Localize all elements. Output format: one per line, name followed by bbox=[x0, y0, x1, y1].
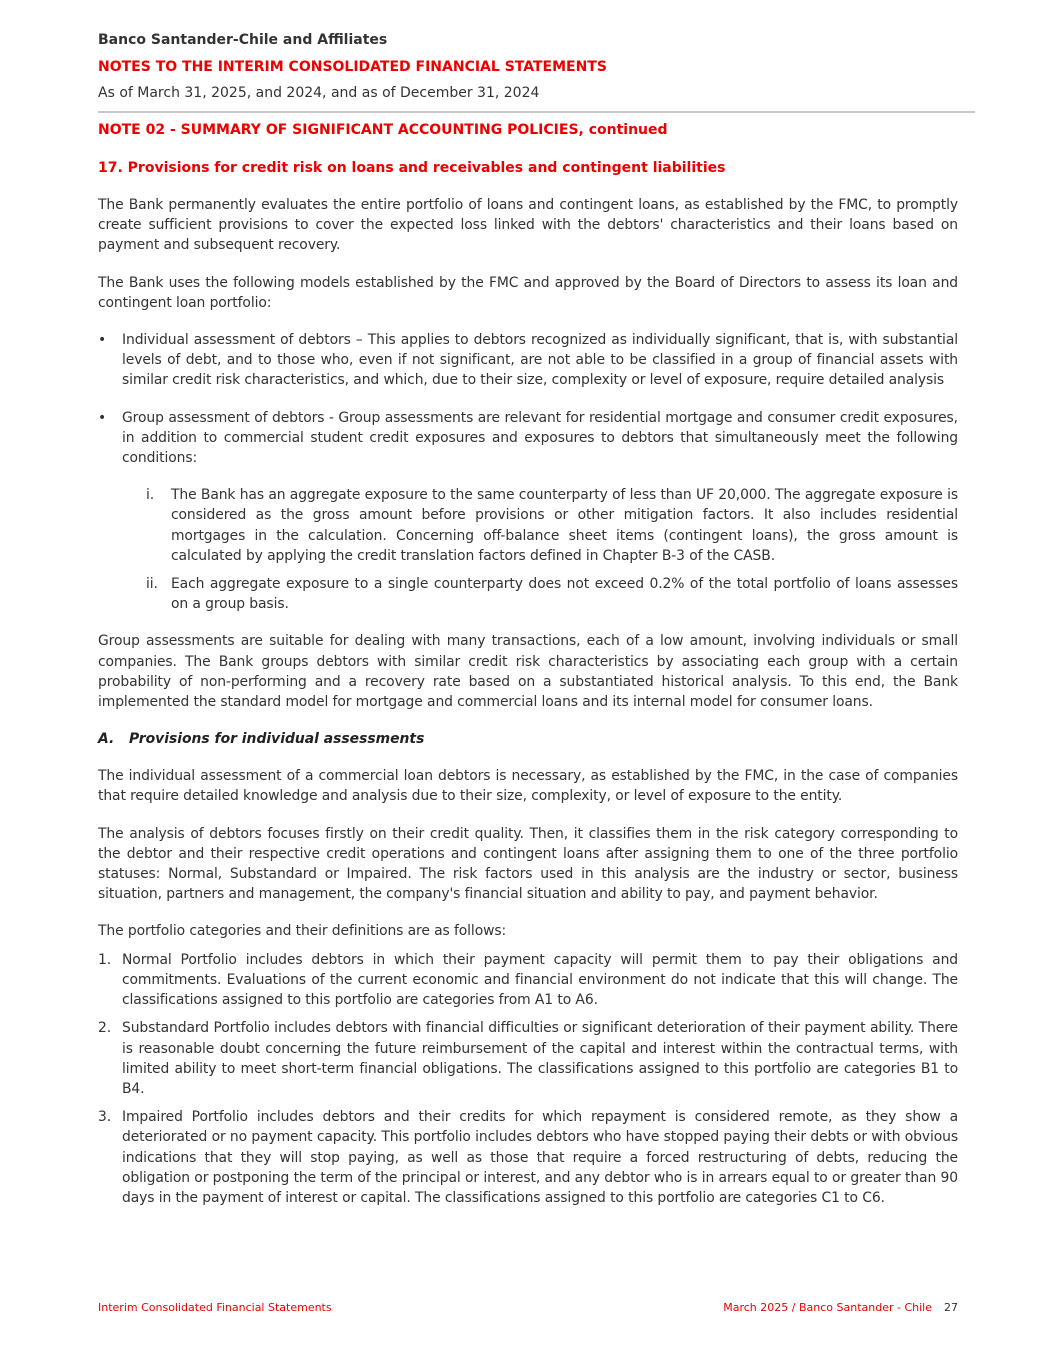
footer-title: Interim Consolidated Financial Statements bbox=[98, 1301, 332, 1314]
roman-marker: ii. bbox=[146, 576, 158, 593]
paragraph: The Bank uses the following models established by the FMC and approved by the Board of Directors to assess its loan and contingent loan portfolio: bbox=[98, 274, 958, 311]
notes-title: NOTES TO THE INTERIM CONSOLIDATED FINANCIAL STATEMENTS bbox=[98, 59, 607, 75]
bullet-marker: • bbox=[98, 332, 107, 349]
subsection-title: Provisions for individual assessments bbox=[129, 731, 425, 748]
paragraph: The portfolio categories and their definitions are as follows: bbox=[98, 923, 507, 940]
company-name: Banco Santander-Chile and Affiliates bbox=[98, 32, 388, 48]
footer-source: March 2025 / Banco Santander - Chile bbox=[723, 1301, 932, 1314]
bullet-item bbox=[98, 408, 958, 469]
page-number: 27 bbox=[944, 1301, 958, 1314]
page-header bbox=[98, 30, 958, 103]
subsection-heading bbox=[98, 729, 958, 749]
portfolio-marker: 2. bbox=[98, 1020, 112, 1037]
section-title: 17. Provisions for credit risk on loans and receivables and contingent liabilities bbox=[98, 160, 726, 176]
date-line: As of March 31, 2025, and 2024, and as of December 31, 2024 bbox=[98, 85, 540, 101]
note-title: NOTE 02 - SUMMARY OF SIGNIFICANT ACCOUNTING POLICIES, continued bbox=[98, 122, 668, 138]
paragraph: The individual assessment of a commercial loan debtors is necessary, as established by the FMC, in the case of companies that require detailed knowledge and analysis due to their size, complexity, or level of exposure to the entity. bbox=[98, 768, 958, 805]
roman-text: Each aggregate exposure to a single counterparty does not exceed 0.2% of the total portfolio of loans assesses on a group basis. bbox=[171, 576, 958, 613]
roman-text: The Bank has an aggregate exposure to the same counterparty of less than UF 20,000. The aggregate exposure is considered as the gross amount before provisions or other mitigation factors. It also includes residential mortgages in the calculation. Concerning off-balance sheet items (contingent loans), the gross amount is calculated by applying the credit translation factors defined in Chapter B-3 of the CASB. bbox=[171, 487, 958, 564]
bullet-item bbox=[98, 330, 958, 391]
portfolio-marker: 3. bbox=[98, 1109, 112, 1126]
paragraph: The Bank permanently evaluates the entire portfolio of loans and contingent loans, as established by the FMC, to promptly create sufficient provisions to cover the expected loss linked with the debtors' characteristics and their loans based on payment and subsequent recovery. bbox=[98, 197, 958, 254]
footer-right bbox=[723, 1301, 958, 1314]
subsection-label: A. bbox=[98, 731, 115, 748]
portfolio-text: Impaired Portfolio includes debtors and their credits for which repayment is considered remote, as they show a deteriorated or no payment capacity. This portfolio includes debtors who have stopped paying their debts or with obvious indications that they will stop paying, as well as those that require a forced restructuring of debts, reducing the obligation or postponing the term of the principal or interest, and any debtor who is in arrears equal to or greater than 90 days in the payment of interest or capital. The classifications assigned to this portfolio are categories C1 to C6. bbox=[122, 1109, 958, 1206]
portfolio-text: Normal Portfolio includes debtors in which their payment capacity will permit them to pay their obligations and commitments. Evaluations of the current economic and financial environment do not indicate that this will change. The classifications assigned to this portfolio are categories from A1 to A6. bbox=[122, 951, 958, 1009]
bullet-text: Individual assessment of debtors – This applies to debtors recognized as individually significant, that is, with substantial levels of debt, and to those who, even if not significant, are not able to be classified in a group of financial assets with similar credit risk characteristics, and which, due to their size, complexity or level of exposure, require detailed analysis bbox=[122, 332, 958, 389]
roman-marker: i. bbox=[146, 487, 155, 504]
portfolio-item bbox=[98, 950, 958, 1011]
bullet-marker: • bbox=[98, 409, 107, 426]
roman-item bbox=[146, 574, 958, 614]
portfolio-item bbox=[98, 1018, 958, 1099]
header-divider bbox=[98, 111, 975, 113]
bullet-text: Group assessment of debtors - Group assessments are relevant for residential mortgage and consumer credit exposures, in addition to commercial student credit exposures and exposures to debtors that simultaneously meet the following conditions: bbox=[122, 409, 958, 467]
portfolio-text: Substandard Portfolio includes debtors with financial difficulties or significant deterioration of their payment ability. There is reasonable doubt concerning the future reimbursement of the capital and interest within the contractual terms, with limited ability to meet short-term financial obligations. The classifications assigned to this portfolio are categories B1 to B4. bbox=[122, 1020, 958, 1097]
roman-item bbox=[146, 485, 958, 566]
portfolio-item bbox=[98, 1107, 958, 1208]
document-body bbox=[98, 120, 958, 1208]
paragraph: The analysis of debtors focuses firstly on their credit quality. Then, it classifies them in the risk category corresponding to the debtor and their respective credit operations and contingent loans after assigning them to one of the three portfolio statuses: Normal, Substandard or Impaired. The risk factors used in this analysis are the industry or sector, business situation, partners and management, the company's financial situation and ability to pay, and payment behavior. bbox=[98, 825, 958, 903]
paragraph: Group assessments are suitable for dealing with many transactions, each of a low amount, involving individuals or small companies. The Bank groups debtors with similar credit risk characteristics by associating each group with a certain probability of non-performing and a recovery rate based on a substantiated historical analysis. To this end, the Bank implemented the standard model for mortgage and commercial loans and its internal model for consumer loans. bbox=[98, 633, 958, 711]
portfolio-marker: 1. bbox=[98, 951, 112, 968]
